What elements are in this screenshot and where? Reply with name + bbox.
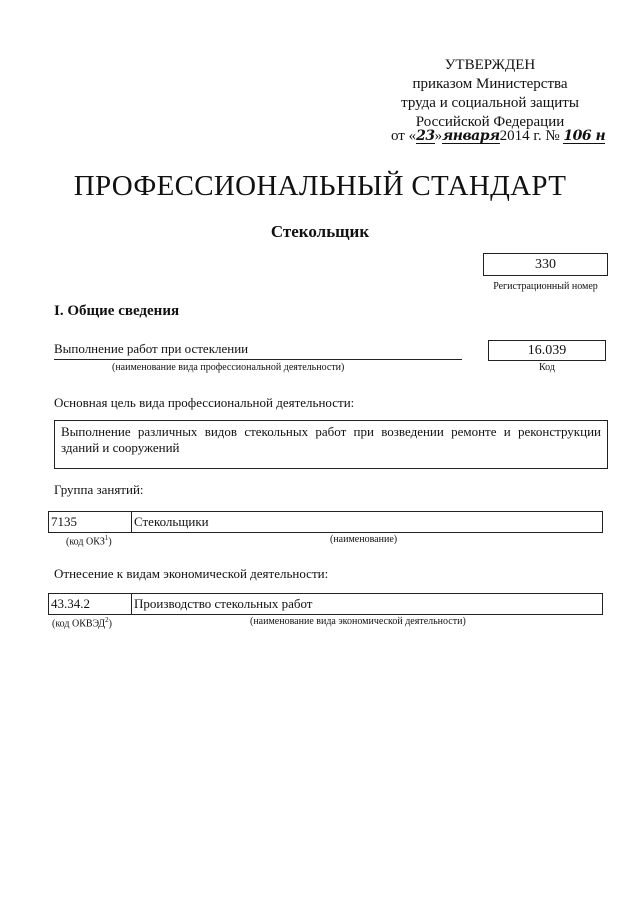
activity-code-label: Код: [539, 362, 555, 373]
okved-code-caption-text: (код ОКВЭД: [52, 618, 106, 630]
profession-title: Стекольщик: [270, 222, 370, 241]
okved-code-cell: 43.34.2: [51, 596, 90, 611]
okz-code-caption-end: ): [108, 536, 112, 548]
page-title: ПРОФЕССИОНАЛЬНЫЙ СТАНДАРТ: [73, 170, 567, 202]
date-prefix: от «: [391, 128, 417, 144]
okz-name-caption: (наименование): [330, 534, 398, 545]
date-mid: »: [434, 128, 443, 144]
activity-code-box: 16.039: [488, 340, 606, 361]
okz-code-cell: 7135: [51, 514, 77, 529]
okz-code-caption-text: (код ОКЗ: [66, 536, 105, 548]
date-year: 2014 г. №: [499, 128, 560, 144]
approval-order-line: приказом Министерства: [412, 76, 568, 92]
order-number-handwritten: 106 н: [563, 128, 606, 144]
okved-footnote-mark: 2: [105, 616, 109, 624]
okz-footnote-mark: 1: [104, 534, 109, 542]
registration-number-label: Регистрационный номер: [493, 281, 598, 292]
date-month-handwritten: января: [442, 128, 500, 144]
activity-name: Выполнение работ при остеклении: [54, 341, 462, 360]
registration-number-box: 330: [483, 253, 608, 276]
okved-name-caption: (наименование вида экономической деятельности): [250, 616, 466, 627]
okz-name-cell: Стекольщики: [131, 512, 602, 532]
okz-table-row: [48, 511, 603, 533]
okved-code-caption-end: ): [108, 618, 112, 630]
date-day-handwritten: 23: [416, 128, 435, 144]
approval-ministry-line: труда и социальной защиты: [401, 95, 579, 111]
approval-country-line: Российской Федерации: [415, 114, 565, 130]
approval-title: УТВЕРЖДЕН: [444, 57, 536, 73]
okved-name-cell: Производство стекольных работ: [131, 594, 602, 614]
okved-table-row: [48, 593, 603, 615]
okz-code-caption: [66, 534, 112, 547]
approval-date-line: [391, 128, 605, 145]
okved-code-caption: [52, 616, 112, 629]
section-heading: I. Общие сведения: [54, 303, 180, 319]
goal-label: Основная цель вида профессиональной деятельности:: [54, 395, 355, 410]
approval-block: [380, 56, 600, 132]
economic-activity-label: Отнесение к видам экономической деятельности:: [54, 566, 329, 581]
goal-text-box: Выполнение различных видов стекольных работ при возведении ремонте и реконструкции зданий и сооружений: [54, 420, 608, 469]
activity-caption: (наименование вида профессиональной деятельности): [112, 362, 345, 373]
occupation-groups-label: Группа занятий:: [54, 482, 144, 497]
